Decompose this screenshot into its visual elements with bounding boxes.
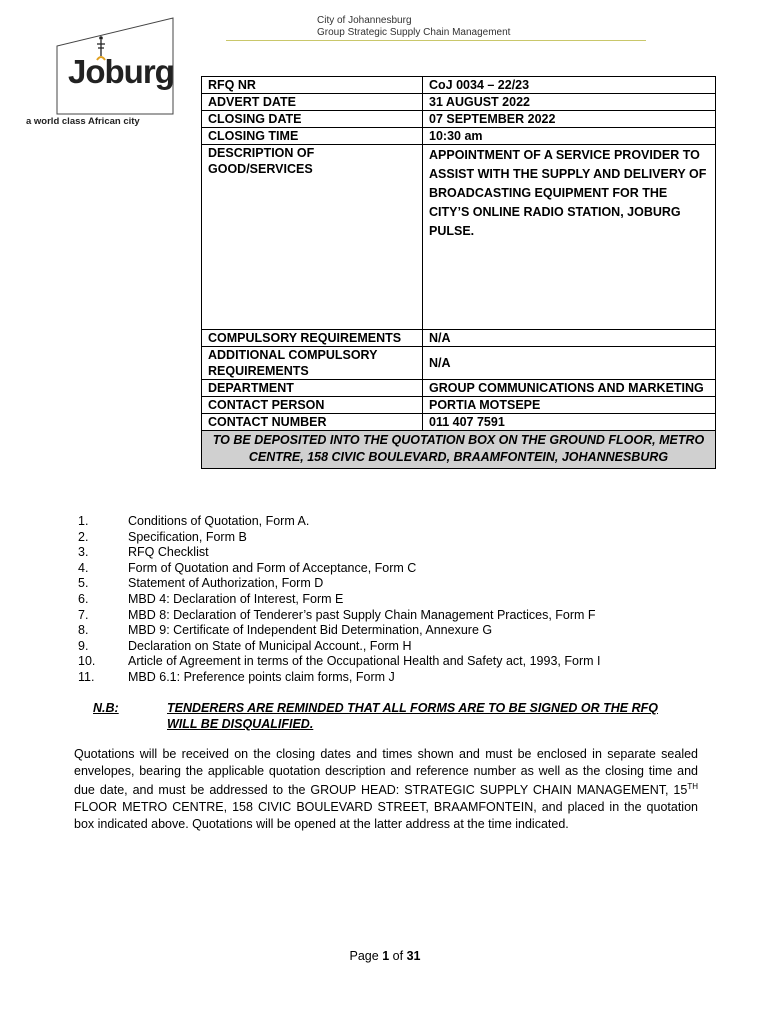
list-item-text: Conditions of Quotation, Form A. [128,514,310,528]
closing-time-value: 10:30 am [423,128,716,145]
closing-date-label: CLOSING DATE [202,111,423,128]
compulsory-requirements-label: COMPULSORY REQUIREMENTS [202,330,423,347]
header-rule [226,40,646,41]
list-item-number: 3. [78,545,89,560]
list-item-text: Declaration on State of Municipal Account., Form H [128,638,412,653]
submission-text-part1: Quotations will be received on the closing dates and times shown and must be enclosed in separate sealed envelopes, bearing the applicable quotation description and reference number as well as the closing time and due date, and must be addressed to the GROUP HEAD: STRATEGIC SUPPLY CHAIN MANAGEMENT, 15 [74,747,698,798]
list-item-number: 9. [78,638,89,653]
closing-date-value: 07 SEPTEMBER 2022 [423,111,716,128]
department-label: DEPARTMENT [202,380,423,397]
table-row [202,128,716,145]
rfq-nr-value: CoJ 0034 – 22/23 [423,77,716,94]
list-item-text: Statement of Authorization, Form D [128,576,324,591]
additional-requirements-value: N/A [423,347,716,380]
description-value: APPOINTMENT OF A SERVICE PROVIDER TO ASSIST WITH THE SUPPLY AND DELIVERY OF BROADCASTING EQUIPMENT FOR THE CITY’S ONLINE RADIO STATION, JOBURG PULSE. [423,145,716,330]
list-item-number: 7. [78,607,89,622]
table-row [202,145,716,330]
nb-label: N.B: [93,701,119,715]
page-word: Page [349,949,379,963]
table-row [202,330,716,347]
list-item [78,576,600,592]
list-item-number: 8. [78,623,89,638]
table-row [202,94,716,111]
submission-text-part2: FLOOR METRO CENTRE, 158 CIVIC BOULEVARD STREET, BRAAMFONTEIN, and placed in the quotation box indicated above. Quotations will be opened at the latter address at the time indicated. [74,799,698,831]
superscript-th: TH [687,782,698,792]
org-name: City of Johannesburg [317,15,412,26]
list-item-text: RFQ Checklist [128,545,209,560]
list-item-number: 1. [78,514,89,528]
deposit-instructions: TO BE DEPOSITED INTO THE QUOTATION BOX ON THE GROUND FLOOR, METRO CENTRE, 158 CIVIC BOULEVARD, BRAAMFONTEIN, JOHANNESBURG [202,431,716,469]
total-pages: 31 [406,949,421,963]
contact-person-label: CONTACT PERSON [202,397,423,414]
list-item-text: MBD 8: Declaration of Tenderer’s past Supply Chain Management Practices, Form F [128,607,596,622]
list-item-text: MBD 9: Certificate of Independent Bid Determination, Annexure G [128,623,493,638]
logo-tagline: a world class African city [26,116,140,127]
additional-requirements-label: ADDITIONAL COMPULSORY REQUIREMENTS [202,347,423,380]
list-item-number: 6. [78,591,89,606]
submission-instructions [74,746,698,832]
joburg-logo [55,16,175,116]
list-item [78,561,600,577]
rfq-details-table [201,76,716,469]
list-item-number: 11. [78,669,95,684]
table-row [202,77,716,94]
compulsory-requirements-value: N/A [423,330,716,347]
rfq-nr-label: RFQ NR [202,77,423,94]
list-item-text: Article of Agreement in terms of the Occupational Health and Safety act, 1993, Form I [128,654,601,669]
of-word: of [392,949,404,963]
contact-number-value: 011 407 7591 [423,414,716,431]
list-item [78,514,600,530]
table-row [202,347,716,380]
list-item-number: 2. [78,529,89,544]
department-value: GROUP COMMUNICATIONS AND MARKETING [423,380,716,397]
table-row [202,414,716,431]
list-item [78,654,600,670]
advert-date-label: ADVERT DATE [202,94,423,111]
list-item-text: MBD 4: Declaration of Interest, Form E [128,591,344,606]
org-department: Group Strategic Supply Chain Management [317,27,511,38]
list-item [78,623,600,639]
list-item-text: Form of Quotation and Form of Acceptance, Form C [128,560,417,575]
list-item-number: 5. [78,576,89,591]
nb-warning: TENDERERS ARE REMINDED THAT ALL FORMS ARE TO BE SIGNED OR THE RFQ WILL BE DISQUALIFIED. [167,701,658,731]
page-number [0,949,770,963]
description-label: DESCRIPTION OF GOOD/SERVICES [202,145,423,330]
closing-time-label: CLOSING TIME [202,128,423,145]
table-row [202,380,716,397]
logo-wordmark: Joburg [68,53,174,90]
list-item-text: MBD 6.1: Preference points claim forms, Form J [128,669,395,684]
list-item-number: 4. [78,560,89,575]
list-item [78,545,600,561]
list-item [78,608,600,624]
list-item-number: 10. [78,654,96,669]
list-item-text: Specification, Form B [128,529,247,544]
contact-number-label: CONTACT NUMBER [202,414,423,431]
required-forms-list [78,514,600,686]
list-item [78,530,600,546]
organisation-header [317,15,510,39]
table-row [202,397,716,414]
table-row [202,431,716,469]
list-item [78,670,600,686]
logo-frame-graphic [55,16,175,116]
contact-person-value: PORTIA MOTSEPE [423,397,716,414]
list-item [78,639,600,655]
table-row [202,111,716,128]
current-page: 1 [382,949,390,963]
list-item [78,592,600,608]
advert-date-value: 31 AUGUST 2022 [423,94,716,111]
